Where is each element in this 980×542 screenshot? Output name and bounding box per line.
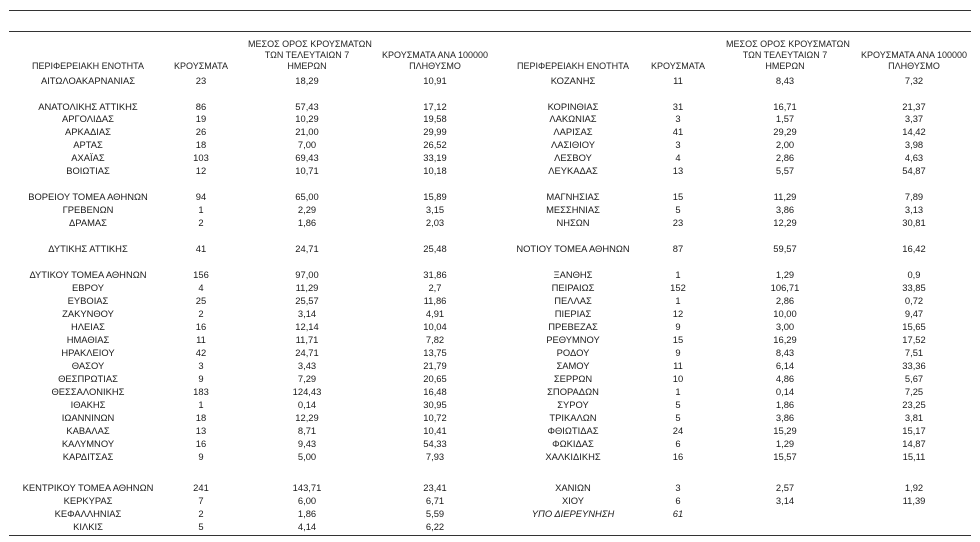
per100k-cell: 33,36	[902, 360, 926, 371]
region-cell: ΣΠΟΡΑΔΩΝ	[547, 386, 599, 397]
table-row	[0, 190, 980, 203]
avg-cell: 143,71	[292, 482, 322, 493]
table-row	[0, 203, 980, 216]
avg-cell: 10,29	[295, 113, 319, 124]
avg-cell: 1,86	[775, 399, 795, 410]
per100k-cell: 54,33	[423, 438, 447, 449]
per100k-cell: 5,59	[425, 508, 445, 519]
region-cell: ΧΑΝΙΩΝ	[555, 482, 591, 493]
header-per100k-right-line1: ΚΡΟΥΣΜΑΤΑ ΑΝΑ 100000	[861, 50, 967, 60]
region-cell: ΛΑΣΙΘΙΟΥ	[550, 139, 596, 150]
avg-cell: 12,29	[295, 412, 319, 423]
per100k-cell: 15,65	[902, 321, 926, 332]
per100k-cell: 1,92	[904, 482, 924, 493]
region-cell: ΚΕΦΑΛΛΗΝΙΑΣ	[54, 508, 122, 519]
cases-cell: 87	[672, 243, 684, 254]
per100k-cell: 7,32	[904, 75, 924, 86]
header-avg-right	[726, 39, 850, 72]
per100k-cell: 16,42	[902, 243, 926, 254]
per100k-cell: 6,22	[425, 521, 445, 532]
avg-cell: 10,00	[773, 308, 797, 319]
avg-cell: 0,14	[775, 386, 795, 397]
cases-cell: 11	[673, 360, 683, 371]
avg-cell: 1,29	[775, 438, 795, 449]
avg-cell: 6,14	[775, 360, 795, 371]
cases-cell: 3	[675, 113, 681, 124]
right-table-header	[490, 30, 980, 72]
avg-cell: 2,86	[775, 152, 795, 163]
header-per100k-line1: ΚΡΟΥΣΜΑΤΑ ΑΝΑ 100000	[382, 50, 488, 60]
region-cell: ΞΑΝΘΗΣ	[553, 269, 593, 280]
region-cell: ΑΡΓΟΛΙΔΑΣ	[62, 113, 114, 124]
region-cell: ΗΛΕΙΑΣ	[71, 321, 105, 332]
per100k-cell: 15,17	[902, 425, 926, 436]
avg-cell: 11,71	[295, 334, 319, 345]
cases-cell: 7	[198, 495, 204, 506]
region-cell: ΦΩΚΙΔΑΣ	[552, 438, 594, 449]
avg-cell: 12,14	[295, 321, 319, 332]
region-cell: ΝΟΤΙΟΥ ΤΟΜΕΑ ΑΘΗΝΩΝ	[516, 243, 630, 254]
per100k-cell: 17,52	[902, 334, 926, 345]
table-row	[0, 216, 980, 229]
per100k-cell: 15,89	[423, 191, 447, 202]
region-cell: ΣΑΜΟΥ	[556, 360, 590, 371]
region-cell: ΠΙΕΡΙΑΣ	[554, 308, 592, 319]
region-cell: ΛΕΥΚΑΔΑΣ	[548, 165, 598, 176]
region-cell: ΔΥΤΙΚΗΣ ΑΤΤΙΚΗΣ	[48, 243, 128, 254]
header-avg	[248, 39, 372, 72]
region-cell: ΣΕΡΡΩΝ	[553, 373, 593, 384]
header-avg-right-line3: ΗΜΕΡΩΝ	[765, 61, 805, 71]
region-cell: ΡΕΘΥΜΝΟΥ	[546, 334, 600, 345]
avg-cell: 7,29	[297, 373, 317, 384]
cases-cell: 241	[193, 482, 209, 493]
per100k-cell: 16,48	[423, 386, 447, 397]
region-cell: ΑΡΚΑΔΙΑΣ	[65, 126, 111, 137]
avg-cell: 1,86	[297, 508, 317, 519]
header-cases: ΚΡΟΥΣΜΑΤΑ	[174, 61, 228, 71]
avg-cell: 7,00	[297, 139, 317, 150]
cases-cell: 18	[195, 412, 207, 423]
avg-cell: 8,43	[775, 75, 795, 86]
table-row	[0, 138, 980, 151]
per100k-cell: 7,51	[904, 347, 924, 358]
region-cell: ΤΡΙΚΑΛΩΝ	[549, 412, 597, 423]
per100k-cell: 23,41	[423, 482, 447, 493]
region-cell: ΦΘΙΩΤΙΔΑΣ	[547, 425, 599, 436]
avg-cell: 24,71	[295, 347, 319, 358]
cases-cell: 12	[672, 308, 684, 319]
header-region: ΠΕΡΙΦΕΡΕΙΑΚΗ ΕΝΟΤΗΤΑ	[31, 61, 145, 71]
header-cases-right: ΚΡΟΥΣΜΑΤΑ	[651, 61, 705, 71]
per100k-cell: 13,75	[423, 347, 447, 358]
region-cell: ΓΡΕΒΕΝΩΝ	[62, 204, 114, 215]
per100k-cell: 10,72	[423, 412, 447, 423]
per100k-cell: 14,42	[902, 126, 926, 137]
header-avg-line3: ΗΜΕΡΩΝ	[287, 61, 327, 71]
region-cell: ΛΑΚΩΝΙΑΣ	[549, 113, 597, 124]
avg-cell: 4,86	[775, 373, 795, 384]
avg-cell: 12,29	[773, 217, 797, 228]
cases-cell: 103	[193, 152, 209, 163]
cases-cell: 1	[675, 386, 681, 397]
region-cell: ΔΡΑΜΑΣ	[69, 217, 107, 228]
cases-cell: 2	[198, 308, 204, 319]
cases-cell: 6	[675, 495, 681, 506]
bottom-rule	[9, 535, 971, 536]
header-avg-right-line2: ΤΩΝ ΤΕΛΕΥΤΑΙΩΝ 7	[742, 50, 828, 60]
region-cell: ΑΙΤΩΛΟΑΚΑΡΝΑΝΙΑΣ	[40, 75, 136, 86]
region-cell: ΠΕΙΡΑΙΩΣ	[551, 282, 595, 293]
cases-cell: 23	[195, 75, 207, 86]
region-cell: ΑΝΑΤΟΛΙΚΗΣ ΑΤΤΙΚΗΣ	[38, 101, 138, 112]
table-row	[0, 242, 980, 255]
per100k-cell: 54,87	[902, 165, 926, 176]
region-cell: ΚΑΡΔΙΤΣΑΣ	[62, 451, 114, 462]
avg-cell: 2,86	[775, 295, 795, 306]
cases-cell: 9	[198, 373, 204, 384]
avg-cell: 8,43	[775, 347, 795, 358]
per100k-cell: 3,81	[904, 412, 924, 423]
cases-cell: 1	[675, 295, 681, 306]
per100k-cell: 7,89	[904, 191, 924, 202]
table-row	[0, 520, 980, 533]
table-row	[0, 450, 980, 463]
region-cell: ΥΠΟ ΔΙΕΡΕΥΝΗΣΗ	[531, 508, 615, 519]
region-cell: ΒΟΙΩΤΙΑΣ	[66, 165, 110, 176]
region-cell: ΘΕΣΣΑΛΟΝΙΚΗΣ	[51, 386, 125, 397]
cases-cell: 1	[198, 399, 204, 410]
per100k-cell: 29,99	[423, 126, 447, 137]
table-row	[0, 494, 980, 507]
per100k-cell: 11,39	[902, 495, 926, 506]
cases-cell: 42	[195, 347, 207, 358]
per100k-cell: 10,18	[423, 165, 447, 176]
per100k-cell: 4,91	[425, 308, 445, 319]
cases-cell: 183	[193, 386, 209, 397]
per100k-cell: 25,48	[423, 243, 447, 254]
cases-cell: 16	[195, 438, 207, 449]
avg-cell: 0,14	[297, 399, 317, 410]
region-cell: ΣΥΡΟΥ	[557, 399, 589, 410]
header-avg-line1: ΜΕΣΟΣ ΟΡΟΣ ΚΡΟΥΣΜΑΤΩΝ	[248, 39, 372, 49]
per100k-cell: 5,67	[904, 373, 924, 384]
cases-cell: 152	[670, 282, 686, 293]
table-row	[0, 268, 980, 281]
header-per100k-line2: ΠΛΗΘΥΣΜΟ	[409, 61, 461, 71]
region-cell: ΚΕΡΚΥΡΑΣ	[63, 495, 113, 506]
top-rule	[9, 10, 971, 11]
avg-cell: 8,71	[297, 425, 317, 436]
header-avg-line2: ΤΩΝ ΤΕΛΕΥΤΑΙΩΝ 7	[264, 50, 350, 60]
header-per100k-right	[850, 50, 978, 72]
avg-cell: 11,29	[295, 282, 319, 293]
avg-cell: 3,14	[297, 308, 317, 319]
cases-cell: 5	[675, 399, 681, 410]
per100k-cell: 21,79	[423, 360, 447, 371]
avg-cell: 16,29	[773, 334, 797, 345]
per100k-cell: 26,52	[423, 139, 447, 150]
per100k-cell: 33,19	[423, 152, 447, 163]
region-cell: ΙΘΑΚΗΣ	[70, 399, 106, 410]
cases-cell: 1	[198, 204, 204, 215]
table-row	[0, 424, 980, 437]
cases-cell: 41	[672, 126, 684, 137]
table-row	[0, 151, 980, 164]
avg-cell: 15,29	[773, 425, 797, 436]
cases-cell: 11	[196, 334, 206, 345]
per100k-cell: 30,81	[902, 217, 926, 228]
avg-cell: 15,57	[773, 451, 797, 462]
avg-cell: 59,57	[773, 243, 797, 254]
per100k-cell: 3,13	[904, 204, 924, 215]
avg-cell: 2,29	[297, 204, 317, 215]
region-cell: ΛΕΣΒΟΥ	[554, 152, 592, 163]
table-row	[0, 437, 980, 450]
per100k-cell: 10,41	[423, 425, 447, 436]
per100k-cell: 3,98	[904, 139, 924, 150]
region-cell: ΝΗΣΩΝ	[556, 217, 590, 228]
table-row	[0, 346, 980, 359]
avg-cell: 1,57	[775, 113, 795, 124]
region-cell: ΕΥΒΟΙΑΣ	[67, 295, 109, 306]
cases-cell: 10	[672, 373, 684, 384]
avg-cell: 6,00	[297, 495, 317, 506]
avg-cell: 29,29	[773, 126, 797, 137]
avg-cell: 3,00	[775, 321, 795, 332]
table-row	[0, 125, 980, 138]
region-cell: ΛΑΡΙΣΑΣ	[553, 126, 593, 137]
avg-cell: 3,86	[775, 204, 795, 215]
avg-cell: 69,43	[295, 152, 319, 163]
cases-cell: 156	[193, 269, 209, 280]
cases-cell: 3	[675, 139, 681, 150]
region-cell: ΚΙΛΚΙΣ	[73, 521, 103, 532]
avg-cell: 16,71	[773, 101, 797, 112]
per100k-cell: 7,82	[425, 334, 445, 345]
header-per100k	[372, 50, 498, 72]
table-row	[0, 112, 980, 125]
avg-cell: 11,29	[773, 191, 797, 202]
region-cell: ΑΧΑΪΑΣ	[71, 152, 105, 163]
cases-cell: 16	[195, 321, 207, 332]
region-cell: ΠΡΕΒΕΖΑΣ	[548, 321, 598, 332]
cases-cell: 12	[195, 165, 207, 176]
avg-cell: 25,57	[295, 295, 319, 306]
per100k-cell: 23,25	[902, 399, 926, 410]
region-cell: ΗΜΑΘΙΑΣ	[66, 334, 110, 345]
per100k-cell: 3,15	[425, 204, 445, 215]
region-cell: ΚΑΒΑΛΑΣ	[66, 425, 110, 436]
cases-cell: 1	[675, 269, 681, 280]
cases-cell: 19	[195, 113, 207, 124]
cases-cell: 61	[672, 508, 684, 519]
region-cell: ΘΕΣΠΡΩΤΙΑΣ	[58, 373, 118, 384]
avg-cell: 3,14	[775, 495, 795, 506]
cases-cell: 11	[673, 75, 683, 86]
avg-cell: 21,00	[295, 126, 319, 137]
region-cell: ΙΩΑΝΝΙΝΩΝ	[61, 412, 115, 423]
header-per100k-right-line2: ΠΛΗΘΥΣΜΟ	[888, 61, 940, 71]
region-cell: ΚΟΡΙΝΘΙΑΣ	[547, 101, 599, 112]
region-cell: ΕΒΡΟΥ	[71, 282, 104, 293]
avg-cell: 18,29	[295, 75, 319, 86]
per100k-cell: 10,91	[423, 75, 447, 86]
per100k-cell: 0,9	[907, 269, 921, 280]
region-cell: ΗΡΑΚΛΕΙΟΥ	[61, 347, 115, 358]
avg-cell: 1,29	[775, 269, 795, 280]
table-row	[0, 372, 980, 385]
cases-cell: 5	[198, 521, 204, 532]
table-row	[0, 359, 980, 372]
avg-cell: 5,00	[297, 451, 317, 462]
per100k-cell: 2,03	[425, 217, 445, 228]
region-cell: ΖΑΚΥΝΘΟΥ	[62, 308, 114, 319]
avg-cell: 3,86	[775, 412, 795, 423]
table-row	[0, 281, 980, 294]
table-row	[0, 507, 980, 520]
region-cell: ΘΑΣΟΥ	[71, 360, 105, 371]
avg-cell: 2,57	[775, 482, 795, 493]
region-cell: ΠΕΛΛΑΣ	[554, 295, 592, 306]
per100k-cell: 11,86	[423, 295, 447, 306]
header-avg-right-line1: ΜΕΣΟΣ ΟΡΟΣ ΚΡΟΥΣΜΑΤΩΝ	[726, 39, 850, 49]
cases-cell: 4	[198, 282, 204, 293]
region-cell: ΜΕΣΣΗΝΙΑΣ	[546, 204, 600, 215]
cases-cell: 31	[672, 101, 684, 112]
region-cell: ΚΕΝΤΡΙΚΟΥ ΤΟΜΕΑ ΑΘΗΝΩΝ	[22, 482, 154, 493]
cases-cell: 2	[198, 508, 204, 519]
cases-cell: 13	[672, 165, 684, 176]
per100k-cell: 9,47	[904, 308, 924, 319]
region-cell: ΑΡΤΑΣ	[73, 139, 103, 150]
avg-cell: 65,00	[295, 191, 319, 202]
avg-cell: 2,00	[775, 139, 795, 150]
region-cell: ΚΟΖΑΝΗΣ	[550, 75, 596, 86]
table-row	[0, 164, 980, 177]
per100k-cell: 2,7	[428, 282, 442, 293]
region-cell: ΔΥΤΙΚΟΥ ΤΟΜΕΑ ΑΘΗΝΩΝ	[29, 269, 147, 280]
avg-cell: 24,71	[295, 243, 319, 254]
avg-cell: 124,43	[292, 386, 322, 397]
per100k-cell: 7,93	[425, 451, 445, 462]
per100k-cell: 3,37	[904, 113, 924, 124]
cases-cell: 94	[195, 191, 207, 202]
per100k-cell: 30,95	[423, 399, 447, 410]
cases-cell: 2	[198, 217, 204, 228]
cases-cell: 4	[675, 152, 681, 163]
cases-cell: 86	[195, 101, 207, 112]
table-row	[0, 320, 980, 333]
cases-cell: 15	[672, 191, 684, 202]
avg-cell: 97,00	[295, 269, 319, 280]
per100k-cell: 31,86	[423, 269, 447, 280]
table-row	[0, 333, 980, 346]
per100k-cell: 10,04	[423, 321, 447, 332]
region-cell: ΚΑΛΥΜΝΟΥ	[61, 438, 115, 449]
cases-cell: 18	[195, 139, 207, 150]
left-table-header	[0, 30, 500, 72]
per100k-cell: 17,12	[423, 101, 447, 112]
avg-cell: 106,71	[770, 282, 800, 293]
table-row	[0, 385, 980, 398]
cases-cell: 6	[675, 438, 681, 449]
per100k-cell: 14,87	[902, 438, 926, 449]
cases-cell: 26	[195, 126, 207, 137]
avg-cell: 10,71	[295, 165, 319, 176]
cases-cell: 13	[195, 425, 207, 436]
table-row	[0, 411, 980, 424]
per100k-cell: 0,72	[904, 295, 924, 306]
cases-cell: 3	[675, 482, 681, 493]
per100k-cell: 4,63	[904, 152, 924, 163]
table-row	[0, 307, 980, 320]
cases-cell: 41	[195, 243, 207, 254]
cases-cell: 24	[672, 425, 684, 436]
per100k-cell: 6,71	[425, 495, 445, 506]
region-cell: ΧΑΛΚΙΔΙΚΗΣ	[545, 451, 601, 462]
cases-cell: 25	[195, 295, 207, 306]
table-row	[0, 294, 980, 307]
cases-cell: 9	[675, 321, 681, 332]
cases-cell: 9	[198, 451, 204, 462]
per100k-cell: 33,85	[902, 282, 926, 293]
region-cell: ΜΑΓΝΗΣΙΑΣ	[546, 191, 600, 202]
cases-cell: 15	[672, 334, 684, 345]
avg-cell: 5,57	[775, 165, 795, 176]
cases-cell: 5	[675, 204, 681, 215]
per100k-cell: 15,11	[902, 451, 926, 462]
region-cell: ΡΟΔΟΥ	[556, 347, 590, 358]
header-region-right: ΠΕΡΙΦΕΡΕΙΑΚΗ ΕΝΟΤΗΤΑ	[516, 61, 630, 71]
region-cell: ΧΙΟΥ	[561, 495, 585, 506]
cases-cell: 16	[672, 451, 684, 462]
cases-cell: 23	[672, 217, 684, 228]
avg-cell: 9,43	[297, 438, 317, 449]
per100k-cell: 20,65	[423, 373, 447, 384]
avg-cell: 3,43	[297, 360, 317, 371]
per100k-cell: 7,25	[904, 386, 924, 397]
avg-cell: 57,43	[295, 101, 319, 112]
cases-cell: 3	[198, 360, 204, 371]
table-row	[0, 398, 980, 411]
table-row	[0, 481, 980, 494]
cases-cell: 5	[675, 412, 681, 423]
cases-cell: 9	[675, 347, 681, 358]
per100k-cell: 19,58	[423, 113, 447, 124]
region-cell: ΒΟΡΕΙΟΥ ΤΟΜΕΑ ΑΘΗΝΩΝ	[28, 191, 148, 202]
avg-cell: 1,86	[297, 217, 317, 228]
per100k-cell: 21,37	[902, 101, 926, 112]
table-row	[0, 74, 980, 87]
avg-cell: 4,14	[297, 521, 317, 532]
